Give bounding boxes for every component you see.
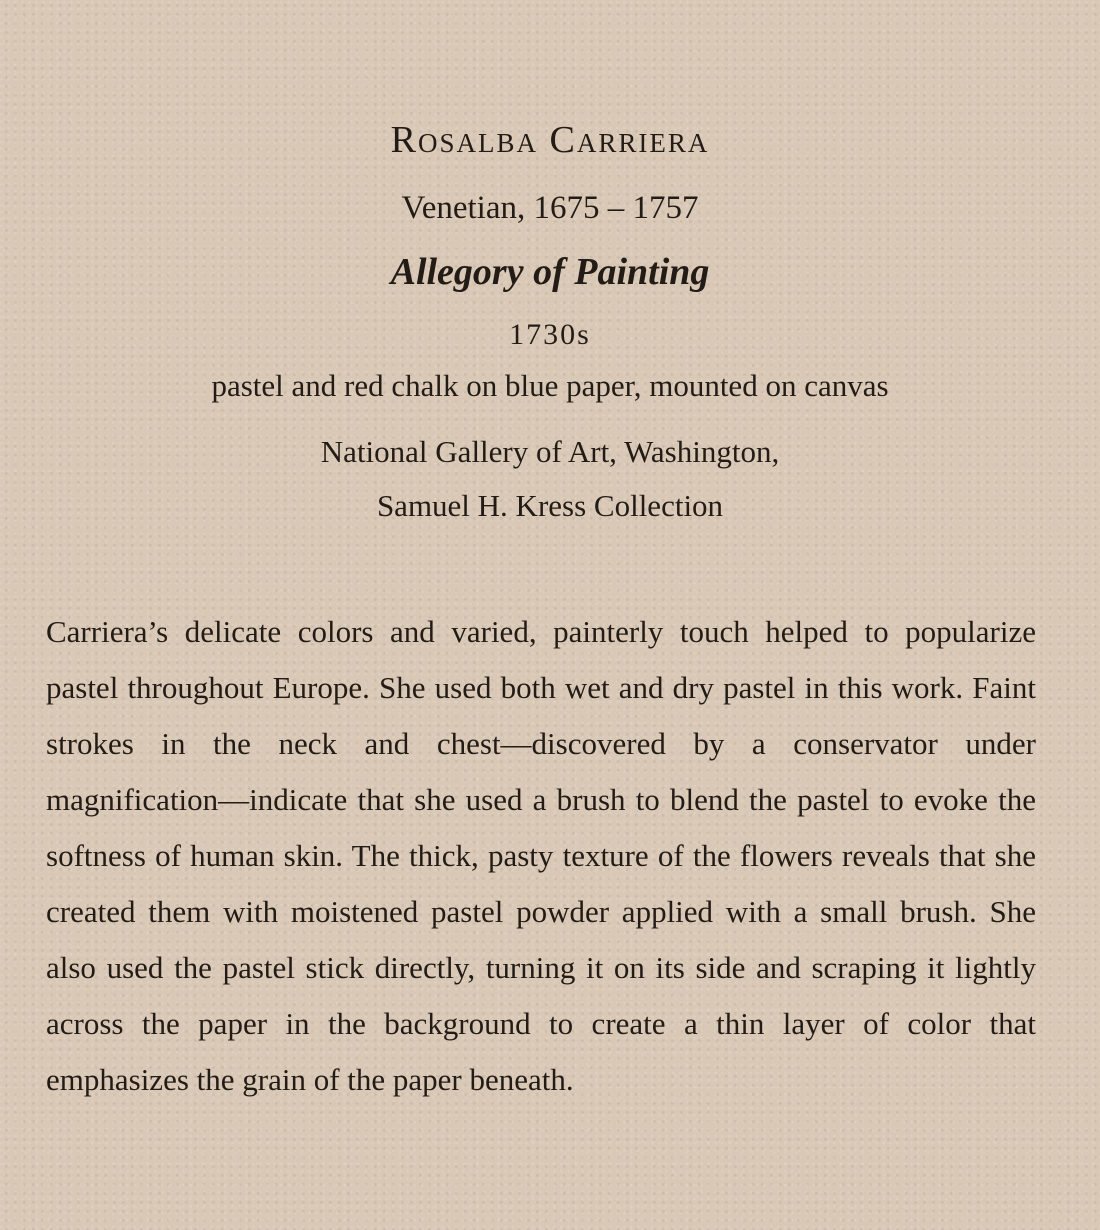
artwork-title: Allegory of Painting bbox=[390, 251, 710, 293]
description-paragraph: Carriera’s delicate colors and varied, painterly touch helped to popularize pastel throughout Europe. She used both wet and dry pastel in this work. Faint strokes in the neck and chest—discovered by a conservator under magnification—indicate that she used a brush to blend the pastel to evoke the softness of human skin. The thick, pasty texture of the flowers reveals that she created them with moistened pastel powder applied with a small brush. She also used the pastel stick directly, turning it on its side and scraping it lightly across the paper in the background to create a thin layer of color that emphasizes the grain of the paper beneath. bbox=[46, 614, 1036, 1097]
artwork-medium: pastel and red chalk on blue paper, mounted on canvas bbox=[211, 368, 889, 403]
credit-line-institution: National Gallery of Art, Washington, bbox=[320, 434, 780, 469]
artist-name: Rosalba Carriera bbox=[390, 119, 710, 161]
credit-line-collection: Samuel H. Kress Collection bbox=[376, 488, 724, 523]
artwork-date: 1730s bbox=[509, 318, 591, 351]
artist-nationality-dates: Venetian, 1675 – 1757 bbox=[401, 190, 699, 226]
